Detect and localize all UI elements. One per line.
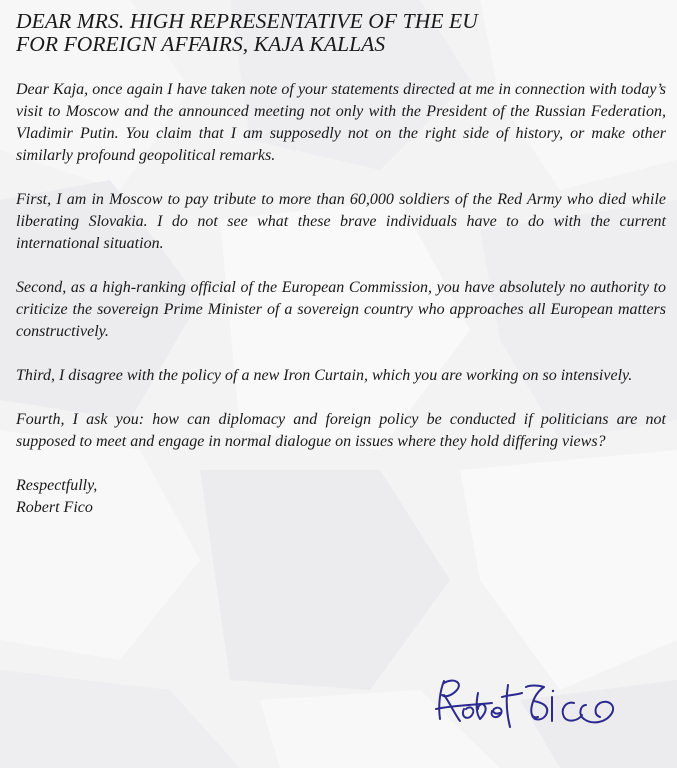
letter-title [16,10,666,56]
handwritten-signature [434,675,624,735]
paragraph-second: Second, as a high-ranking official of the European Commission, you have absolutely no authority to criticize the sovereign Prime Minister of a sovereign country who approaches all European matters constructively. [16,279,666,340]
paragraph-greeting: Dear Kaja, once again I have taken note of your statements directed at me in connection with today’s visit to Moscow and the announced meeting not only with the President of the Russian Federation, Vladimir Putin. You claim that I am supposedly not on the right side of history, or make other similarly profound geopolitical remarks. [16,81,666,164]
closing-block [16,475,666,519]
title-line-2: FOR FOREIGN AFFAIRS, KAJA KALLAS [16,32,386,56]
signer-name: Robert Fico [16,499,93,516]
letter-body [16,10,666,519]
closing-phrase: Respectfully, [16,477,98,494]
paragraph-fourth: Fourth, I ask you: how can diplomacy and foreign policy be conducted if politicians are not supposed to meet and engage in normal dialogue on issues where they hold differing views? [16,411,666,450]
paragraph-first: First, I am in Moscow to pay tribute to more than 60,000 soldiers of the Red Army who died while liberating Slovakia. I do not see what these brave individuals have to do with the current international situation. [16,191,666,252]
title-line-1: DEAR MRS. HIGH REPRESENTATIVE OF THE EU [16,9,478,33]
paragraph-third: Third, I disagree with the policy of a new Iron Curtain, which you are working on so intensively. [16,367,633,384]
